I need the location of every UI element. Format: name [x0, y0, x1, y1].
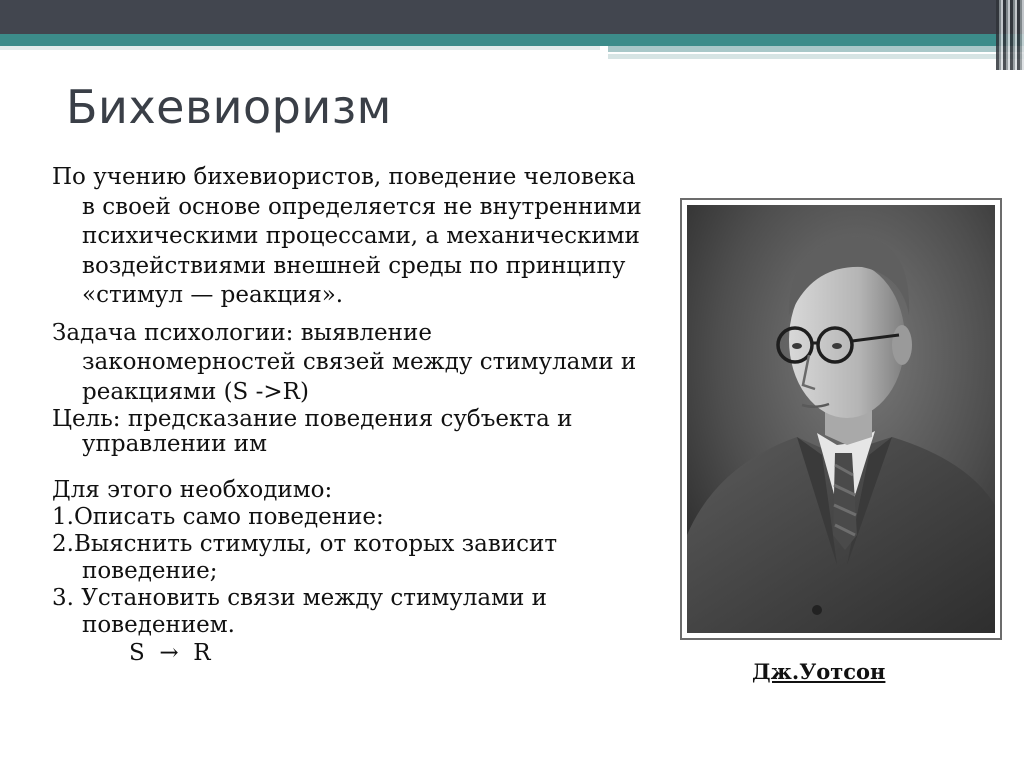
header-band-dark [0, 0, 1024, 34]
stimulus-response-formula: S → R [129, 640, 211, 666]
portrait-photo [687, 205, 995, 633]
portrait-frame [680, 198, 1002, 640]
slide-title: Бихевиоризм [66, 80, 392, 134]
paragraph-goal: Цель: предсказание поведения субъекта и управлении им [52, 406, 573, 457]
spacer [52, 311, 652, 319]
list-item: 1.Описать само поведение: [52, 504, 384, 530]
header-band-teal [0, 34, 1024, 46]
header-band-light-right [608, 46, 1024, 52]
paragraph-psychology-task: Задача психологии: выявление закономерностей связей между стимулами и реакциями (S ->R) [52, 319, 637, 405]
list-item: 2.Выяснить стимулы, от которых зависит поведение; [52, 531, 558, 584]
header-band-lighter-right [608, 54, 1024, 59]
header-edge-stripes [996, 0, 1024, 70]
list-intro: Для этого необходимо: [52, 477, 333, 503]
list-item: 3. Установить связи между стимулами и поведением. [52, 585, 547, 638]
paragraph-behaviorism-definition: По учению бихевиористов, поведение человека в своей основе определяется не внутренними психическими процессами, а механическими воздействиями внешней среды по принципу «стимул — реакция». [52, 164, 642, 308]
header-band-light-left [0, 46, 600, 50]
spacer [52, 457, 652, 477]
portrait-caption: Дж.Уотсон [752, 659, 886, 684]
slide-body [52, 163, 652, 667]
